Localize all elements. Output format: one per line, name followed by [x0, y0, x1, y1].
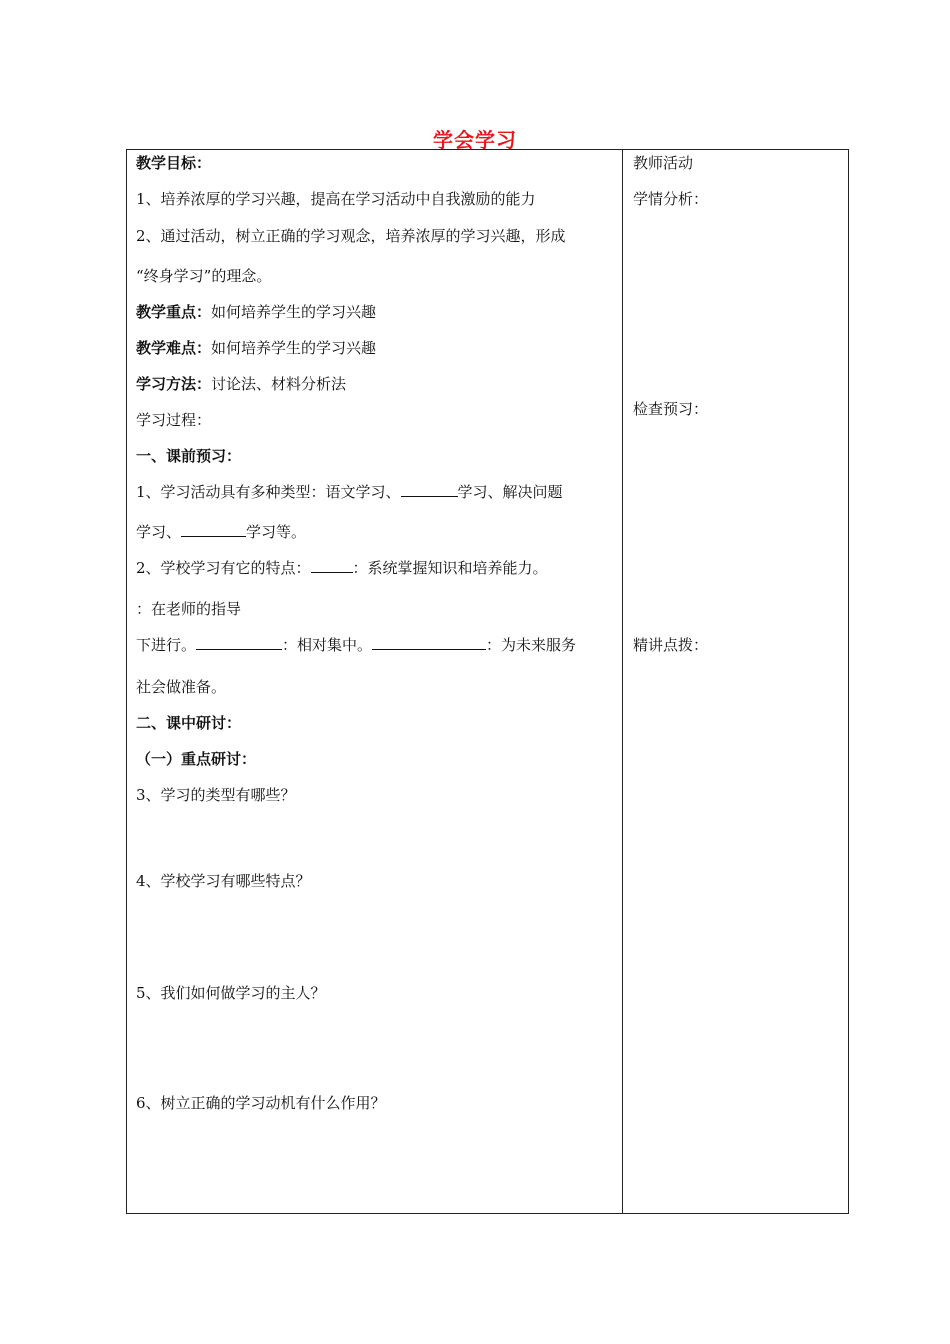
- preview-2-line-3: [136, 635, 576, 655]
- difficulty: [136, 338, 376, 358]
- objectives-heading: 教学目标：: [136, 154, 212, 172]
- preview-1a-start: 1、学习活动具有多种类型：语文学习、: [136, 483, 401, 501]
- key-point-label: 教学重点：: [136, 303, 212, 321]
- subsection-1-heading: （一）重点研讨：: [136, 750, 257, 768]
- preview-2-line-4: 社会做准备。: [136, 678, 227, 696]
- fill-blank: [372, 635, 486, 650]
- preview-2-line-1: [136, 558, 548, 578]
- fill-blank: [401, 482, 458, 497]
- method: [136, 374, 346, 394]
- key-point-text: 如何培养学生的学习兴趣: [211, 303, 377, 321]
- document-title: 学会学习: [433, 128, 517, 152]
- fill-blank: [311, 558, 353, 573]
- method-text: 讨论法、材料分析法: [211, 375, 347, 393]
- check-preview-label: 检查预习：: [633, 400, 709, 418]
- objective-2-line-2: “终身学习”的理念。: [136, 267, 272, 285]
- difficulty-label: 教学难点：: [136, 339, 212, 357]
- preview-1a-end: 学习、解决问题: [457, 483, 563, 501]
- preview-2-line-2: ：在老师的指导: [136, 600, 242, 618]
- fill-blank: [196, 635, 282, 650]
- column-divider: [622, 149, 623, 1214]
- student-analysis-label: 学情分析：: [633, 190, 709, 208]
- section-2-heading: 二、课中研讨：: [136, 714, 242, 732]
- preview-2c-mid: ：相对集中。: [282, 636, 373, 654]
- section-1-heading: 一、课前预习：: [136, 447, 242, 465]
- preview-2c-start: 下进行。: [136, 636, 197, 654]
- method-label: 学习方法：: [136, 375, 212, 393]
- key-guidance-label: 精讲点拨：: [633, 636, 709, 654]
- question-6: 6、树立正确的学习动机有什么作用？: [136, 1094, 386, 1112]
- preview-1b-end: 学习等。: [246, 523, 307, 541]
- preview-2c-end: ：为未来服务: [486, 636, 577, 654]
- question-3: 3、学习的类型有哪些？: [136, 786, 296, 804]
- process-label: 学习过程：: [136, 411, 212, 429]
- objective-1: 1、培养浓厚的学习兴趣，提高在学习活动中自我激励的能力: [136, 190, 536, 208]
- fill-blank: [181, 522, 246, 537]
- objective-2-line-1: 2、通过活动，树立正确的学习观念，培养浓厚的学习兴趣，形成: [136, 227, 566, 245]
- question-5: 5、我们如何做学习的主人？: [136, 984, 326, 1002]
- preview-1-line-1: [136, 482, 563, 502]
- key-point: [136, 302, 376, 322]
- preview-2a-end: ：系统掌握知识和培养能力。: [352, 559, 548, 577]
- question-4: 4、学校学习有哪些特点？: [136, 872, 311, 890]
- difficulty-text: 如何培养学生的学习兴趣: [211, 339, 377, 357]
- teacher-activity-label: 教师活动: [633, 154, 694, 172]
- preview-2a-start: 2、学校学习有它的特点：: [136, 559, 311, 577]
- preview-1b-start: 学习、: [136, 523, 182, 541]
- preview-1-line-2: [136, 522, 306, 542]
